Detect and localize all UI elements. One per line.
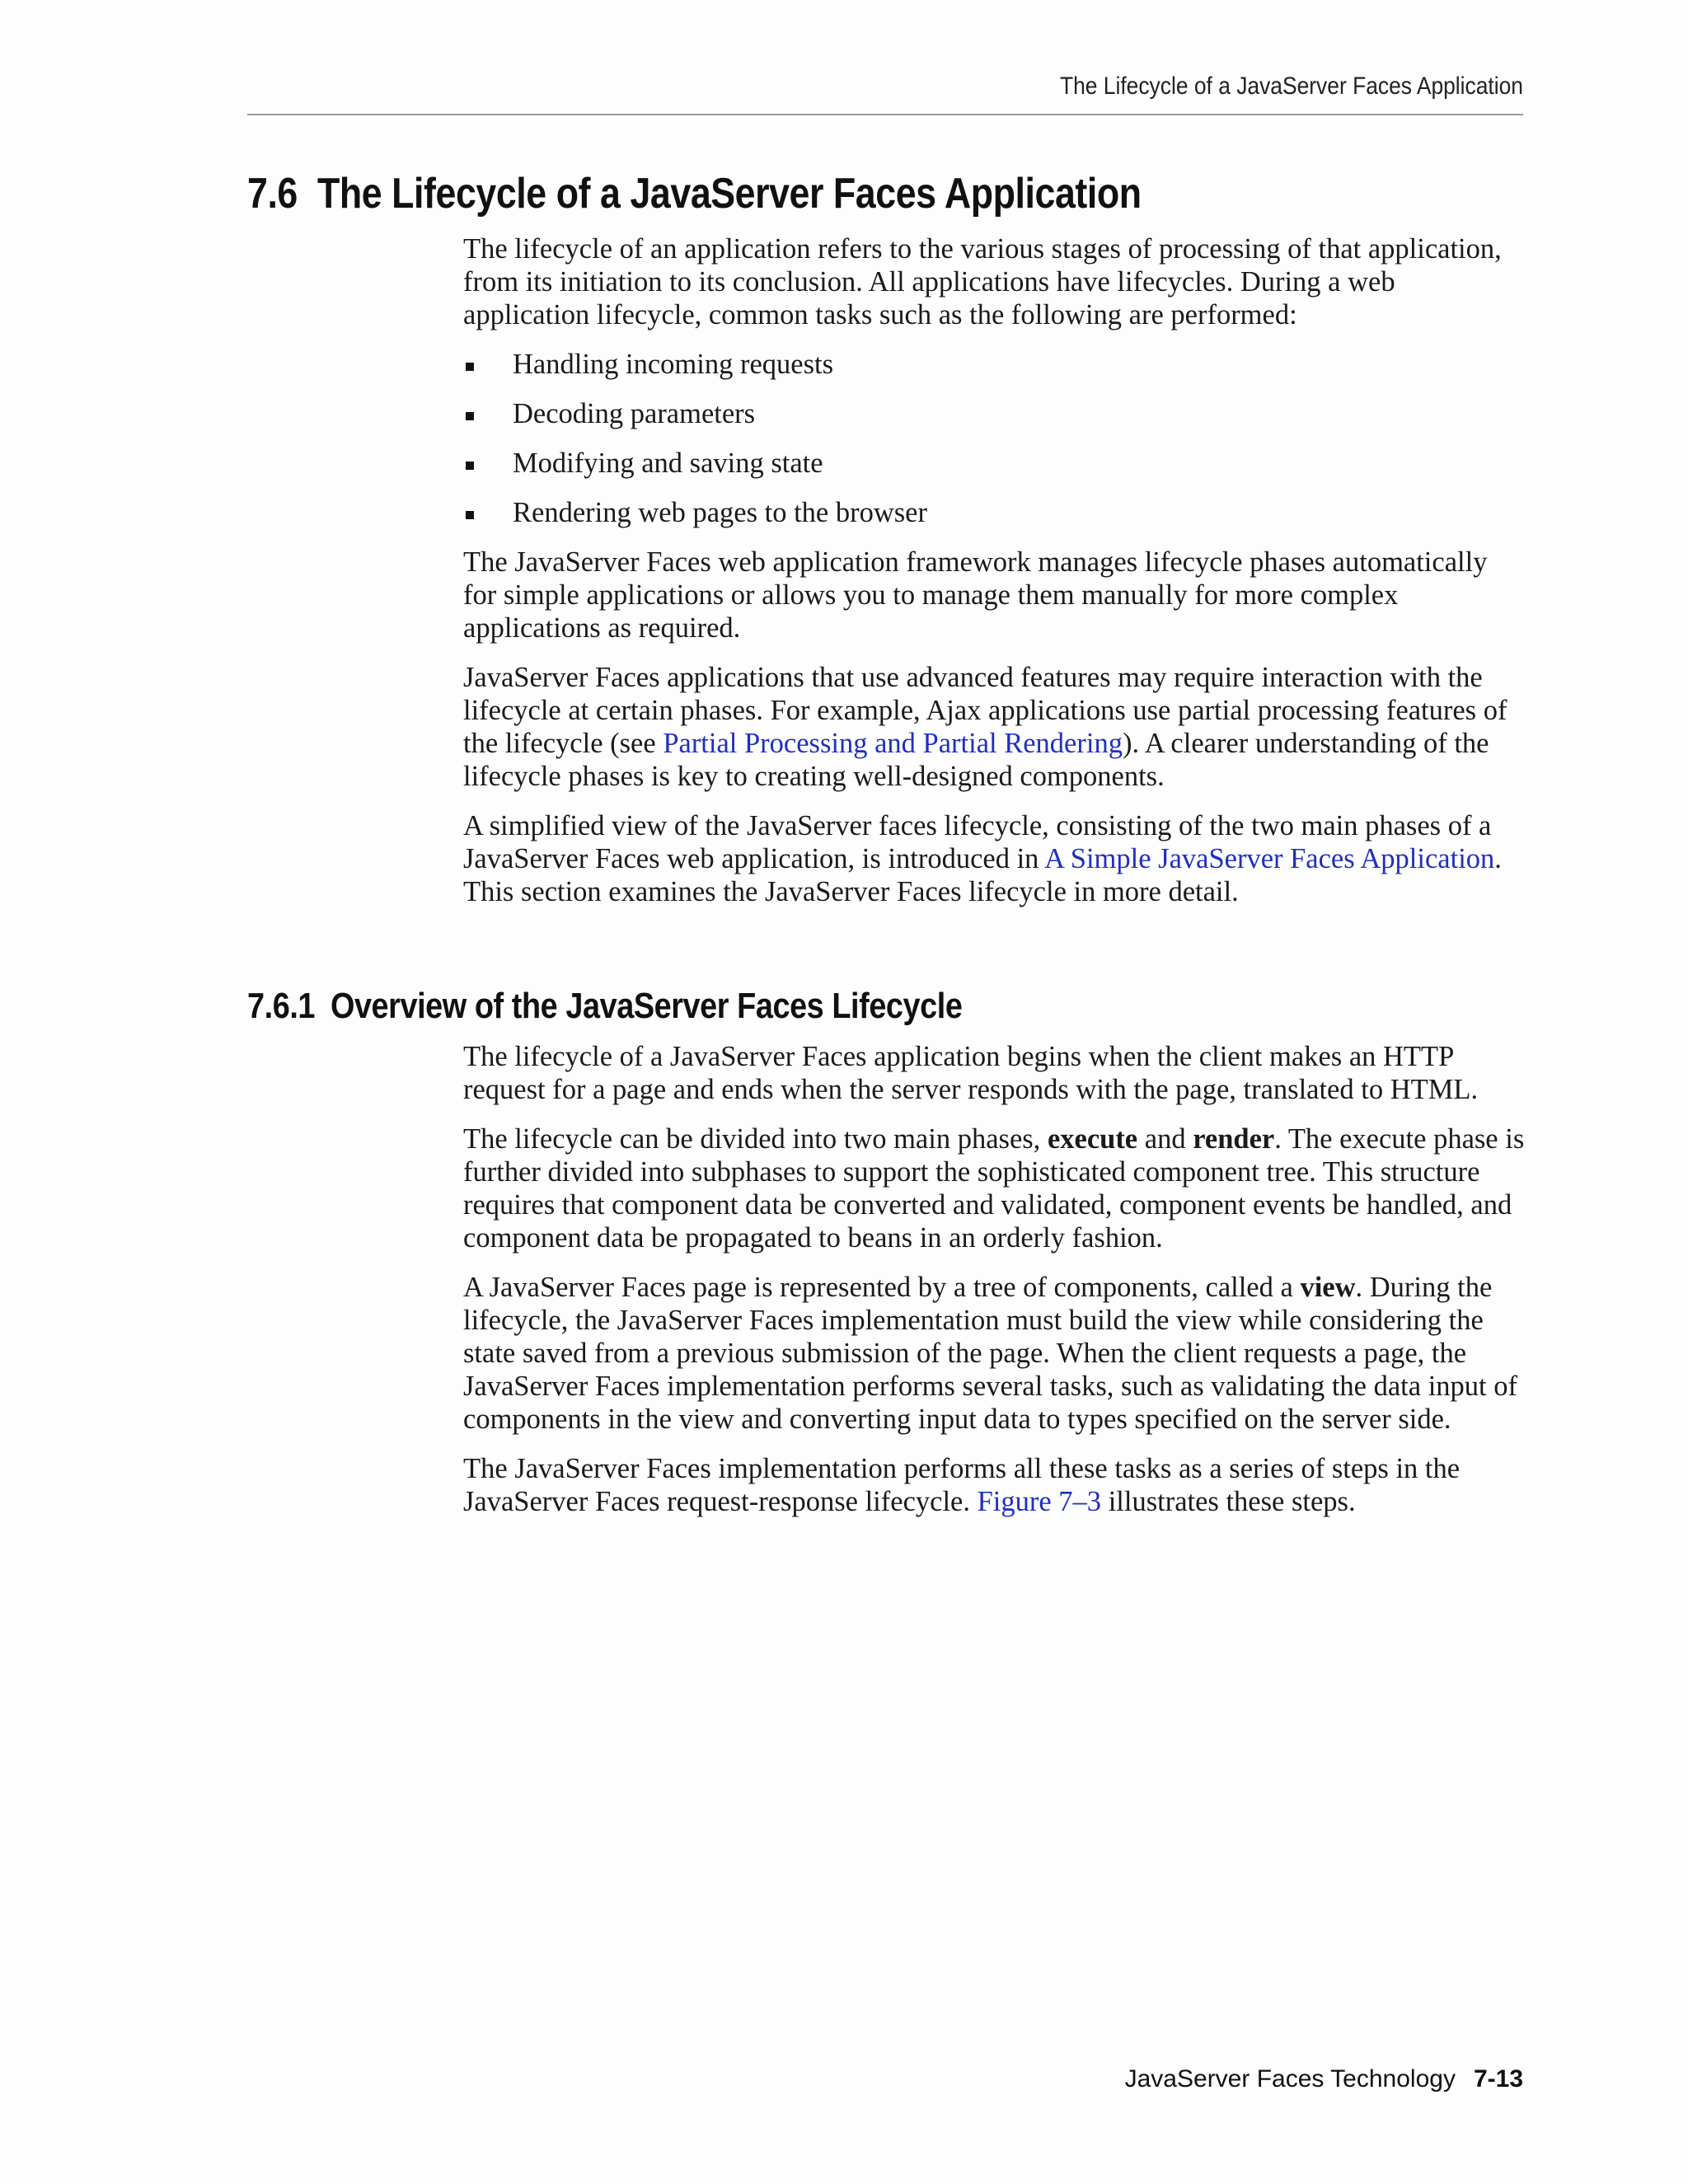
steps-paragraph — [463, 1452, 1526, 1518]
section-title: The Lifecycle of a JavaServer Faces Application — [316, 170, 1142, 218]
partial-processing-link[interactable]: Partial Processing and Partial Rendering — [663, 728, 1123, 759]
list-item-text: Modifying and saving state — [513, 448, 823, 479]
list-item — [463, 447, 1526, 480]
list-item — [463, 496, 1526, 529]
bullet-icon — [466, 412, 474, 420]
footer-book-title: JavaServer Faces Technology — [1124, 2065, 1456, 2093]
paragraph-text: . During the lifecycle, the JavaServer Faces implementation must build the view while considering the state saved from a previous submission of the page. When the client requests a page, the JavaServer Faces implementation performs several tasks, such as validating the data input of components in the view and converting input data to types specified on the server side. — [463, 1272, 1517, 1435]
section-body — [463, 232, 1526, 925]
header-rule — [247, 114, 1523, 115]
bullet-icon — [466, 363, 474, 371]
bullet-icon — [466, 511, 474, 519]
subsection-heading — [247, 986, 962, 1027]
section-number: 7.6 — [247, 170, 298, 218]
subsection-body — [463, 1040, 1526, 1535]
render-term: render — [1193, 1123, 1275, 1155]
execute-term: execute — [1047, 1123, 1138, 1155]
lifecycle-begins-paragraph: The lifecycle of a JavaServer Faces application begins when the client makes an HTTP request for a page and ends when the server responds with the page, translated to HTML. — [463, 1041, 1479, 1105]
framework-paragraph: The JavaServer Faces web application framework manages lifecycle phases automatically for simple applications or allows you to manage them manually for more complex applications as required. — [463, 546, 1488, 644]
running-header: The Lifecycle of a JavaServer Faces Application — [1059, 73, 1523, 100]
subsection-number: 7.6.1 — [247, 986, 316, 1026]
simplified-view-paragraph — [463, 809, 1526, 908]
figure-7-3-link[interactable]: Figure 7–3 — [977, 1486, 1102, 1517]
advanced-features-paragraph — [463, 661, 1526, 793]
paragraph-text: A simplified view of the JavaServer faces lifecycle, consisting of the two main phases of a JavaServer Faces web application, is introduced in — [463, 810, 1492, 874]
paragraph-text: . This section examines the JavaServer Faces lifecycle in more detail. — [463, 843, 1502, 907]
list-item-text: Handling incoming requests — [513, 349, 834, 380]
subsection-title: Overview of the JavaServer Faces Lifecycle — [330, 986, 963, 1026]
paragraph-text: A JavaServer Faces page is represented by a tree of components, called a — [463, 1272, 1301, 1303]
paragraph-text: ). A clearer understanding of the lifecycle phases is key to creating well-designed components. — [463, 728, 1489, 792]
page-footer — [1125, 2065, 1523, 2093]
phases-paragraph — [463, 1122, 1526, 1254]
intro-paragraph: The lifecycle of an application refers to the various stages of processing of that application, from its initiation to its conclusion. All applications have lifecycles. During a web application lifecycle, common tasks such as the following are performed: — [463, 233, 1502, 330]
view-term: view — [1300, 1272, 1356, 1303]
paragraph-text: . The execute phase is further divided into subphases to support the sophisticated component tree. This structure requires that component data be converted and validated, component events be handled, and component data be propagated to beans in an orderly fashion. — [463, 1123, 1525, 1254]
simple-jsf-application-link[interactable]: A Simple JavaServer Faces Application — [1044, 843, 1495, 874]
list-item — [463, 348, 1526, 381]
view-paragraph — [463, 1271, 1526, 1436]
task-list — [463, 348, 1526, 529]
paragraph-text: The lifecycle can be divided into two main phases, — [463, 1123, 1048, 1155]
paragraph-text: and — [1137, 1123, 1193, 1155]
page-number: 7-13 — [1473, 2065, 1523, 2093]
section-heading — [247, 169, 1142, 218]
list-item-text: Rendering web pages to the browser — [513, 497, 927, 528]
list-item — [463, 397, 1526, 430]
list-item-text: Decoding parameters — [513, 398, 756, 429]
paragraph-text: illustrates these steps. — [1101, 1486, 1356, 1517]
bullet-icon — [466, 462, 474, 470]
paragraph-text: JavaServer Faces applications that use advanced features may require interaction with the lifecycle at certain phases. For example, Ajax applications use partial processing features of the lifecycle (see — [463, 662, 1507, 759]
paragraph-text: The JavaServer Faces implementation performs all these tasks as a series of steps in the JavaServer Faces request-response lifecycle. — [463, 1453, 1461, 1517]
